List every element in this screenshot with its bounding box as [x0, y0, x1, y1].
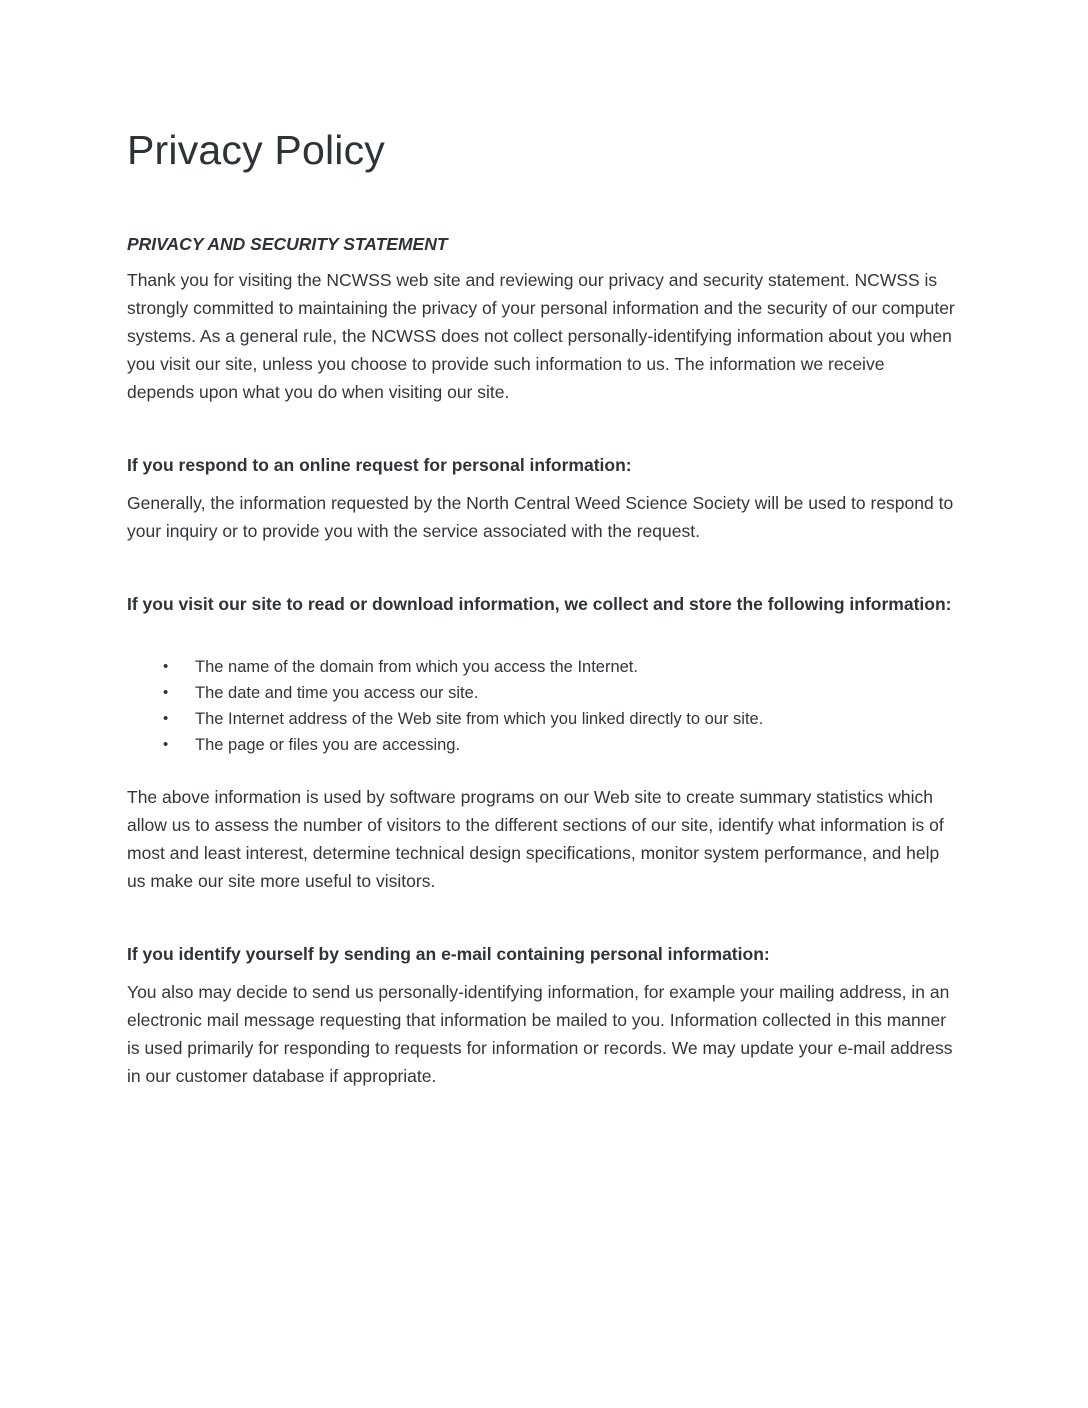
page-title: Privacy Policy: [127, 127, 385, 173]
privacy-statement-subtitle: PRIVACY AND SECURITY STATEMENT: [127, 234, 448, 254]
bullet-item: [127, 706, 955, 732]
usage-statistics-paragraph: The above information is used by software programs on our Web site to create summary statistics which allow us to assess the number of visitors to the different sections of our site, identify what information is of most and least interest, determine technical design specifications, monitor system performance, and help us make our site more useful to visitors.: [127, 787, 944, 891]
bullet-item-text: The name of the domain from which you access the Internet.: [195, 658, 638, 676]
section-heading-read-download: If you visit our site to read or download information, we collect and store the following information:: [127, 594, 952, 614]
section-heading-email: If you identify yourself by sending an e-mail containing personal information:: [127, 944, 770, 964]
section-heading-online-request: If you respond to an online request for personal information:: [127, 455, 632, 475]
bullet-item: [127, 680, 955, 706]
intro-paragraph: Thank you for visiting the NCWSS web site and reviewing our privacy and security statement. NCWSS is strongly committed to maintaining the privacy of your personal information and the security of our computer systems. As a general rule, the NCWSS does not collect personally-identifying information about you when you visit our site, unless you choose to provide such information to us. The information we receive depends upon what you do when visiting our site.: [127, 270, 955, 402]
collected-info-bullet-list: [127, 654, 955, 758]
bullet-item: [127, 732, 955, 758]
bullet-item-text: The page or files you are accessing.: [195, 736, 461, 754]
bullet-item-text: The date and time you access our site.: [195, 684, 479, 702]
online-request-paragraph: Generally, the information requested by the North Central Weed Science Society will be used to respond to your inquiry or to provide you with the service associated with the request.: [127, 493, 954, 541]
bullet-item: [127, 654, 955, 680]
email-paragraph: You also may decide to send us personally-identifying information, for example your mailing address, in an electronic mail message requesting that information be mailed to you. Information collected in this manner is used primarily for responding to requests for information or records. We may update your e-mail address in our customer database if appropriate.: [127, 982, 953, 1086]
bullet-item-text: The Internet address of the Web site from which you linked directly to our site.: [195, 710, 764, 728]
